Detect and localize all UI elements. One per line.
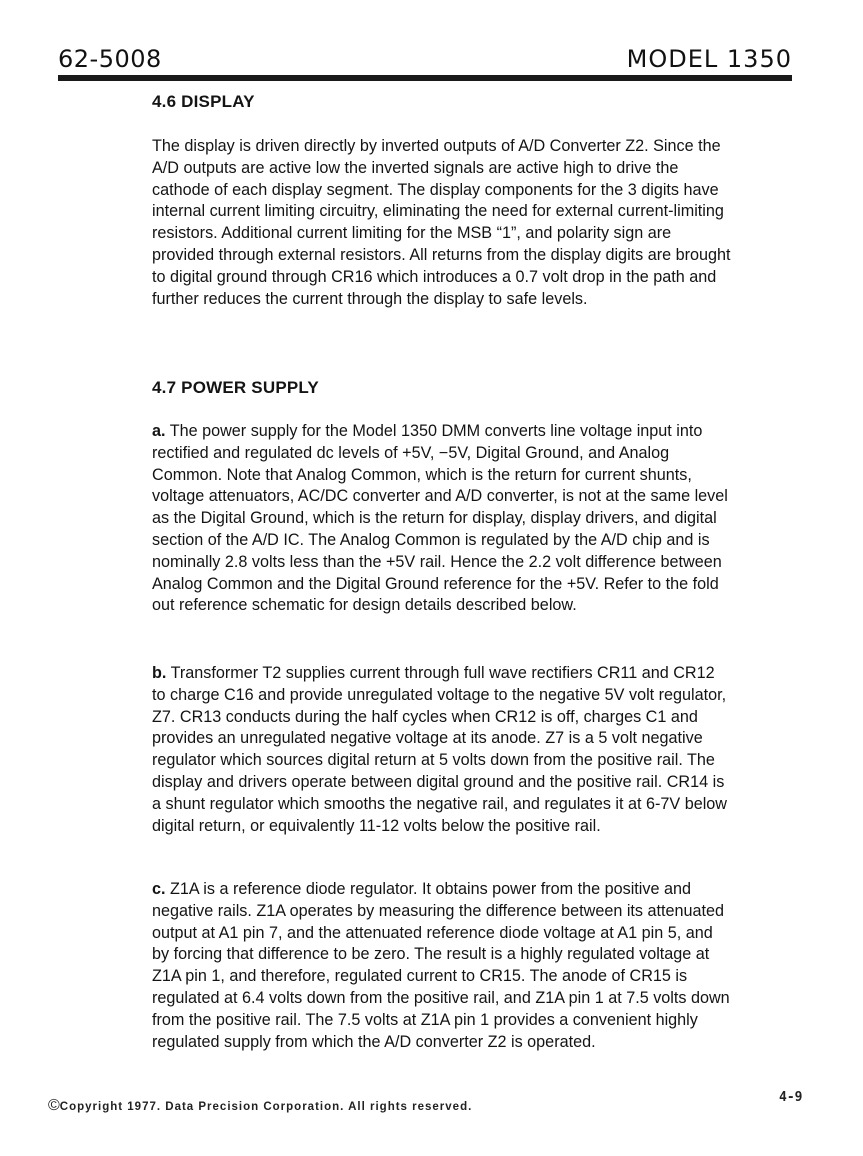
power-supply-paragraph-b: [152, 663, 732, 837]
page-number: 4-9: [779, 1090, 803, 1105]
copyright-symbol: ©: [48, 1097, 60, 1114]
paragraph-text: The power supply for the Model 1350 DMM converts line voltage input into rectified and regulated dc levels of +5V, −5V, Digital Ground, and Analog Common. Note that Analog Common, which is the return for current shunts, voltage attenuators, AC/DC converter and A/D converter, is not at the same level as the Digital Ground, which is the return for display, display drivers, and digital section of the A/D IC. The Analog Common is regulated by the A/D chip and is nominally 2.8 volts less than the +5V rail. Hence the 2.2 volt difference between Analog Common and the Digital Ground reference for the +5V. Refer to the fold out reference schematic for design details described below.: [152, 422, 728, 615]
copyright-text: Copyright 1977. Data Precision Corporation. All rights reserved.: [59, 1101, 473, 1113]
paragraph-lead: b.: [152, 664, 167, 682]
power-supply-paragraph-c: [152, 879, 732, 1053]
header-rule: [58, 75, 792, 81]
section-heading-display: 4.6 DISPLAY: [152, 92, 255, 111]
paragraph-lead: c.: [152, 880, 166, 898]
section-heading-power-supply: 4.7 POWER SUPPLY: [152, 378, 319, 397]
document-number: 62-5008: [58, 45, 162, 73]
model-title: MODEL 1350: [626, 45, 792, 73]
power-supply-paragraph-a: [152, 421, 732, 617]
copyright-notice: [48, 1097, 472, 1115]
paragraph-text: The display is driven directly by inverted outputs of A/D Converter Z2. Since the A/D outputs are active low the inverted signals are active high to drive the cathode of each display segment. The display components for the 3 digits have internal current limiting circuitry, eliminating the need for external current-limiting resistors. Additional current limiting for the MSB “1”, and polarity sign are provided through external resistors. All returns from the display digits are brought to digital ground through CR16 which introduces a 0.7 volt drop in the path and further reduces the current through the display to safe levels.: [152, 137, 731, 308]
paragraph-text: Z1A is a reference diode regulator. It obtains power from the positive and negative rails. Z1A operates by measuring the difference between its attenuated output at A1 pin 7, and the attenuated reference diode voltage at A1 pin 5, and by forcing that difference to be zero. The result is a highly regulated voltage at Z1A pin 1, and therefore, regulated current to CR15. The anode of CR15 is regulated at 6.4 volts down from the positive rail, and Z1A pin 1 at 7.5 volts down from the positive rail. The 7.5 volts at Z1A pin 1 provides a convenient highly regulated supply from which the A/D converter Z2 is operated.: [152, 880, 730, 1051]
paragraph-text: Transformer T2 supplies current through full wave rectifiers CR11 and CR12 to charge C16 and provide unregulated voltage to the negative 5V volt regulator, Z7. CR13 conducts during the half cycles when CR12 is off, charges C1 and provides an unregulated negative voltage at its anode. Z7 is a 5 volt negative regulator which sources digital return at 5 volts down from the positive rail. The display and drivers operate between digital ground and the positive rail. CR14 is a shunt regulator which smooths the negative rail, and regulates it at 6-7V below digital return, or equivalently 11-12 volts below the positive rail.: [152, 664, 727, 835]
display-paragraph: [152, 136, 732, 310]
paragraph-lead: a.: [152, 422, 166, 440]
